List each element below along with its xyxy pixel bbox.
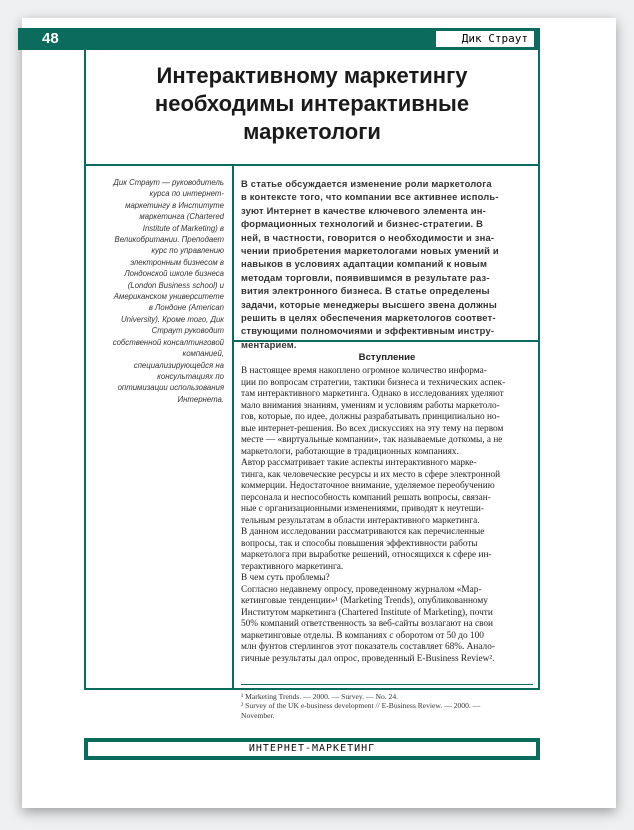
body-line: тинга, как человеческие ресурсы и их место в сфере электронной: [241, 469, 501, 480]
abstract-line: зуют Интернет в качестве ключевого элемента ин-: [241, 204, 486, 216]
footer-bar: [84, 738, 540, 760]
bio-line: Дик Страут — руководитель: [113, 178, 224, 187]
bio-line: компанией,: [182, 349, 224, 359]
section-heading: Вступление: [358, 352, 416, 363]
body-line: ции по вопросам стратегии, тактики бизнеса и технических аспек-: [241, 377, 506, 388]
body-line: мало внимания знаниям, умениям и условиям работы маркетоло-: [241, 400, 500, 411]
body-line: 50% компаний ответственность за веб-сайты возлагают на свои: [241, 619, 494, 629]
page-number: 48: [18, 28, 84, 50]
bio-line: University). Кроме того, Дик: [121, 314, 224, 324]
abstract-line: чении приобретения маркетологами новых умений и: [241, 245, 499, 257]
abstract-line: ментарием.: [241, 338, 297, 350]
bio-line: (London Business school) и: [127, 280, 224, 290]
body-line: терактивного маркетинга.: [241, 561, 344, 572]
abstract-line: ней, в частности, говорится о необходимости и зна-: [241, 231, 495, 243]
bio-line: электронным бизнесом в: [130, 257, 224, 267]
title-line: Интерактивному маркетингу: [156, 63, 468, 88]
footnote-line: November.: [241, 710, 275, 720]
body-line: маркетологи, работающие в традиционных компаниях.: [241, 446, 459, 457]
body-line: Согласно недавнему опросу, проведенному журналом «Мар-: [241, 584, 482, 595]
body-line: млн фунтов стерлингов этот показатель составляет 68%. Анало-: [241, 642, 495, 652]
body-line: гичные результаты дал опрос, проведенный E-Business Review².: [241, 653, 495, 664]
bio-line: специализирующейся на: [133, 360, 224, 370]
article-title: [86, 62, 538, 146]
divider-vertical: [232, 164, 234, 690]
bio-line: курса по интернет-: [149, 189, 224, 199]
body-line: В чем суть проблемы?: [241, 573, 330, 583]
body-line: коммерции. Недостаточное внимание, уделяемое переобучению: [241, 481, 495, 491]
body-line: маркетолога при выработке решений, относящихся к сфере ин-: [241, 550, 492, 560]
abstract-line: вития электронного бизнеса. В статье определены: [241, 285, 490, 297]
author-bio: [94, 177, 224, 405]
divider-horizontal: [84, 164, 540, 166]
abstract-line: формационных технологий и бизнес-стратегии. В: [241, 218, 484, 230]
body-line: тельным результатам в области интерактивного маркетинга.: [241, 515, 480, 526]
bio-line: оптимизации использования: [117, 383, 224, 393]
body-line: там интерактивного маркетинга. Однако в исследованиях уделяют: [241, 389, 504, 399]
bio-line: собственной консалтинговой: [112, 337, 224, 347]
abstract-line: методам торговли, появившимся в результате раз-: [241, 271, 490, 283]
bio-line: Institute of Marketing) в: [142, 223, 224, 233]
body-line: месте — «виртуальные компании», так называемые доткомы, а не: [241, 435, 503, 445]
bio-line: Великобритании. Преподает: [114, 235, 224, 245]
footnotes: [241, 692, 533, 720]
abstract-line: задачи, которые менеджеры высшего звена должны: [241, 298, 497, 310]
title-line: маркетологи: [243, 119, 381, 144]
body-line: персонала и неспособность компаний решать вопросы, связан-: [241, 492, 491, 503]
bio-line: Американском университете: [113, 292, 224, 302]
abstract: [241, 177, 533, 351]
bio-line: маркетингу в Институте: [125, 200, 224, 210]
body-line: В настоящее время накоплено огромное количество информа-: [241, 366, 487, 376]
body-line: ные с организационными изменениями, приводят к неутеши-: [241, 504, 484, 514]
bio-line: Интернета.: [177, 394, 224, 404]
footnote-line: ¹ Marketing Trends. — 2000. — Survey. — No. 24.: [241, 692, 399, 701]
body-line: В данном исследовании рассматриваются как перечисленные: [241, 527, 485, 537]
body-line: вые интернет-решения. Во всех дискуссиях на эту тему на первом: [241, 423, 504, 434]
abstract-line: ствующими полномочиями и эффективным инстру-: [241, 325, 495, 337]
abstract-line: В статье обсуждается изменение роли маркетолога: [241, 178, 492, 189]
abstract-line: в контексте того, что компании все активнее исполь-: [241, 191, 499, 203]
bio-line: Лондонской школе бизнеса: [124, 269, 224, 279]
body-text: [241, 366, 533, 665]
body-line: гов, которые, по идее, должны разрабатывать принципиально но-: [241, 412, 500, 422]
bio-line: курс по управлению: [151, 246, 224, 256]
footnote-rule: [241, 684, 533, 685]
body-line: Институтом маркетинга (Chartered Institute of Marketing), почти: [241, 607, 493, 618]
abstract-line: навыков в условиях адаптации компаний к новым: [241, 258, 488, 270]
bio-line: консультациях по: [157, 371, 224, 381]
bio-line: маркетинга (Chartered: [139, 212, 224, 222]
footnote-line: ² Survey of the UK e-business development // E-Business Review. — 2000. —: [241, 701, 481, 711]
abstract-line: решить в целях обеспечения маркетологов соответ-: [241, 312, 496, 324]
header-bar: [84, 28, 540, 50]
body-line: Автор рассматривает такие аспекты интерактивного марке-: [241, 458, 477, 468]
running-head-author: Дик Страут: [436, 31, 534, 47]
bio-line: в Лондоне (American: [148, 303, 224, 313]
body-line: вопросы, так и способы повышения эффективности работы: [241, 538, 478, 549]
title-line: необходимы интерактивные: [154, 91, 470, 116]
bio-line: Страут руководит: [151, 326, 224, 336]
body-line: кетинговые тенденции»¹ (Marketing Trends), опубликованному: [241, 596, 488, 606]
body-line: маркетинговые отделы. В компаниях с оборотом от 50 до 100: [241, 630, 484, 641]
footer-label: ИНТЕРНЕТ-МАРКЕТИНГ: [88, 742, 536, 756]
